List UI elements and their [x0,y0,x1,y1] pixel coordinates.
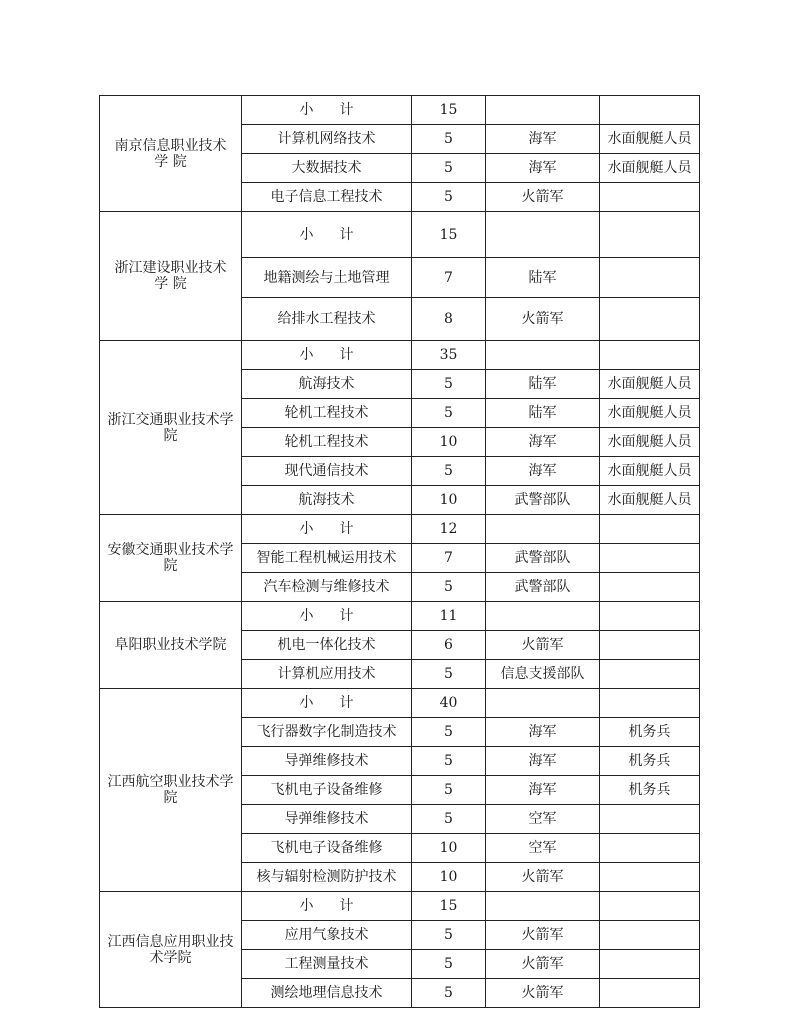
subtotal-label-right: 计 [339,521,354,537]
subtotal-branch-empty [486,341,600,370]
branch-cell: 海军 [486,776,600,805]
subtotal-label [242,689,412,718]
major-cell: 飞机电子设备维修 [242,776,412,805]
subtotal-label-left: 小 [299,898,314,914]
role-cell [600,979,700,1008]
role-cell [600,921,700,950]
count-cell: 5 [412,183,486,212]
role-cell: 机务兵 [600,776,700,805]
school-name-cell [100,515,242,602]
subtotal-label-right: 计 [339,695,354,711]
count-cell: 5 [412,125,486,154]
major-cell: 计算机网络技术 [242,125,412,154]
subtotal-row [100,515,700,544]
subtotal-role-empty [600,515,700,544]
subtotal-label [242,212,412,258]
branch-cell: 信息支援部队 [486,660,600,689]
branch-cell: 海军 [486,718,600,747]
branch-cell: 陆军 [486,399,600,428]
subtotal-value: 35 [412,341,486,370]
major-cell: 大数据技术 [242,154,412,183]
branch-cell: 火箭军 [486,183,600,212]
branch-cell: 火箭军 [486,631,600,660]
major-cell: 计算机应用技术 [242,660,412,689]
school-name-line2: 院 [163,558,178,574]
count-cell: 10 [412,834,486,863]
role-cell: 水面舰艇人员 [600,399,700,428]
role-cell [600,950,700,979]
school-name-line1: 南京信息职业技术 [114,137,227,154]
subtotal-value: 40 [412,689,486,718]
branch-cell: 火箭军 [486,950,600,979]
school-name-cell [100,689,242,892]
branch-cell: 火箭军 [486,863,600,892]
subtotal-role-empty [600,341,700,370]
branch-cell: 武警部队 [486,573,600,602]
subtotal-row [100,341,700,370]
subtotal-branch-empty [486,96,600,125]
major-cell: 轮机工程技术 [242,428,412,457]
role-cell [600,660,700,689]
subtotal-row [100,602,700,631]
subtotal-branch-empty [486,689,600,718]
count-cell: 5 [412,399,486,428]
branch-cell: 火箭军 [486,979,600,1008]
count-cell: 5 [412,718,486,747]
subtotal-label-right: 计 [339,608,354,624]
branch-cell: 武警部队 [486,486,600,515]
branch-cell: 海军 [486,154,600,183]
count-cell: 5 [412,950,486,979]
subtotal-label-right: 计 [339,102,354,118]
subtotal-label [242,96,412,125]
school-name-cell [100,341,242,515]
role-cell [600,544,700,573]
school-name-cell [100,212,242,341]
branch-cell: 海军 [486,747,600,776]
subtotal-branch-empty [486,892,600,921]
role-cell: 机务兵 [600,718,700,747]
school-name-line1: 阜阳职业技术学院 [114,637,227,653]
subtotal-value: 12 [412,515,486,544]
subtotal-role-empty [600,212,700,258]
subtotal-label-left: 小 [299,102,314,118]
count-cell: 5 [412,747,486,776]
subtotal-row [100,689,700,718]
major-cell: 给排水工程技术 [242,298,412,341]
school-name-cell [100,602,242,689]
subtotal-label-left: 小 [299,226,314,243]
role-cell [600,183,700,212]
subtotal-value: 15 [412,212,486,258]
subtotal-label-left: 小 [299,608,314,624]
role-cell [600,258,700,298]
branch-cell: 陆军 [486,258,600,298]
subtotal-role-empty [600,96,700,125]
major-cell: 测绘地理信息技术 [242,979,412,1008]
subtotal-label-right: 计 [339,226,354,243]
subtotal-label [242,602,412,631]
school-name-line2: 学 院 [154,276,187,292]
school-name-line1: 浙江交通职业技术学 [107,411,234,428]
major-cell: 现代通信技术 [242,457,412,486]
count-cell: 5 [412,776,486,805]
count-cell: 5 [412,573,486,602]
role-cell: 水面舰艇人员 [600,428,700,457]
subtotal-value: 15 [412,892,486,921]
count-cell: 5 [412,921,486,950]
subtotal-label-left: 小 [299,521,314,537]
major-cell: 工程测量技术 [242,950,412,979]
count-cell: 7 [412,258,486,298]
subtotal-label-right: 计 [339,347,354,363]
subtotal-role-empty [600,602,700,631]
role-cell [600,631,700,660]
major-cell: 机电一体化技术 [242,631,412,660]
major-cell: 导弹维修技术 [242,747,412,776]
subtotal-value: 11 [412,602,486,631]
subtotal-role-empty [600,689,700,718]
count-cell: 5 [412,979,486,1008]
count-cell: 10 [412,486,486,515]
role-cell [600,834,700,863]
count-cell: 5 [412,154,486,183]
major-cell: 飞行器数字化制造技术 [242,718,412,747]
major-cell: 核与辐射检测防护技术 [242,863,412,892]
school-name-cell [100,892,242,1008]
subtotal-branch-empty [486,602,600,631]
branch-cell: 火箭军 [486,921,600,950]
school-name-line2: 院 [163,427,178,444]
school-name-line2: 院 [163,790,178,806]
subtotal-label [242,341,412,370]
major-cell: 导弹维修技术 [242,805,412,834]
school-name-line1: 安徽交通职业技术学 [107,542,234,558]
branch-cell: 海军 [486,428,600,457]
count-cell: 5 [412,660,486,689]
count-cell: 10 [412,863,486,892]
school-name-cell [100,96,242,212]
role-cell [600,298,700,341]
subtotal-row [100,96,700,125]
school-name-line2: 术学院 [149,949,192,966]
major-cell: 航海技术 [242,486,412,515]
subtotal-label-left: 小 [299,347,314,363]
school-name-line1: 江西航空职业技术学 [107,774,234,790]
count-cell: 10 [412,428,486,457]
branch-cell: 空军 [486,834,600,863]
major-cell: 轮机工程技术 [242,399,412,428]
count-cell: 6 [412,631,486,660]
branch-cell: 火箭军 [486,298,600,341]
role-cell [600,805,700,834]
major-cell: 汽车检测与维修技术 [242,573,412,602]
subtotal-role-empty [600,892,700,921]
count-cell: 7 [412,544,486,573]
major-cell: 电子信息工程技术 [242,183,412,212]
role-cell: 水面舰艇人员 [600,457,700,486]
count-cell: 5 [412,370,486,399]
branch-cell: 海军 [486,125,600,154]
school-name-line1: 江西信息应用职业技 [107,933,234,950]
role-cell: 水面舰艇人员 [600,486,700,515]
branch-cell: 海军 [486,457,600,486]
branch-cell: 空军 [486,805,600,834]
subtotal-label [242,892,412,921]
enrollment-table [99,95,700,1008]
subtotal-branch-empty [486,515,600,544]
major-cell: 应用气象技术 [242,921,412,950]
branch-cell: 陆军 [486,370,600,399]
enrollment-table-page [99,95,699,1008]
count-cell: 5 [412,457,486,486]
school-name-line2: 学 院 [154,153,187,170]
subtotal-label-right: 计 [339,898,354,914]
major-cell: 地籍测绘与土地管理 [242,258,412,298]
subtotal-label [242,515,412,544]
role-cell: 水面舰艇人员 [600,154,700,183]
subtotal-branch-empty [486,212,600,258]
role-cell: 机务兵 [600,747,700,776]
subtotal-row [100,212,700,258]
major-cell: 航海技术 [242,370,412,399]
role-cell [600,573,700,602]
count-cell: 5 [412,805,486,834]
subtotal-value: 15 [412,96,486,125]
school-name-line1: 浙江建设职业技术 [114,260,227,276]
subtotal-label-left: 小 [299,695,314,711]
major-cell: 智能工程机械运用技术 [242,544,412,573]
subtotal-row [100,892,700,921]
major-cell: 飞机电子设备维修 [242,834,412,863]
role-cell [600,863,700,892]
role-cell: 水面舰艇人员 [600,370,700,399]
count-cell: 8 [412,298,486,341]
role-cell: 水面舰艇人员 [600,125,700,154]
branch-cell: 武警部队 [486,544,600,573]
